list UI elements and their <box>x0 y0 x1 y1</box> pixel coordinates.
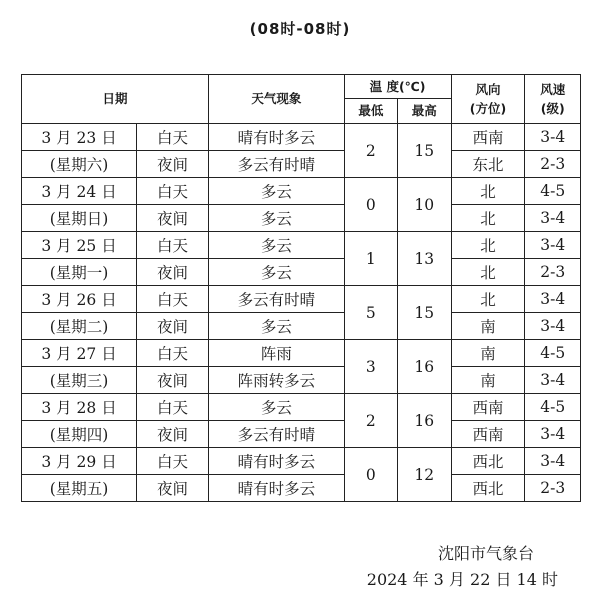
table-row <box>22 286 581 313</box>
header-wind-direction-unit: (方位) <box>469 101 507 116</box>
period-cell: 白天 <box>137 232 209 259</box>
date-cell: 3 月 23 日 <box>22 124 137 151</box>
header-wind-direction <box>451 75 525 124</box>
wind-speed-cell: 3-4 <box>525 367 581 394</box>
period-cell: 白天 <box>137 394 209 421</box>
weekday-cell: (星期四) <box>22 421 137 448</box>
date-cell: 3 月 27 日 <box>22 340 137 367</box>
wind-direction-cell: 北 <box>451 205 525 232</box>
weather-cell: 晴有时多云 <box>209 448 345 475</box>
wind-speed-cell: 3-4 <box>525 232 581 259</box>
weekday-cell: (星期一) <box>22 259 137 286</box>
wind-speed-cell: 2-3 <box>525 475 581 502</box>
wind-speed-cell: 4-5 <box>525 340 581 367</box>
temp-max-cell: 16 <box>398 340 451 394</box>
temp-min-cell: 1 <box>344 232 397 286</box>
period-cell: 夜间 <box>137 151 209 178</box>
header-temperature: 温 度(℃) <box>344 75 451 99</box>
weather-cell: 多云 <box>209 178 345 205</box>
weekday-cell: (星期三) <box>22 367 137 394</box>
wind-direction-cell: 南 <box>451 313 525 340</box>
wind-direction-cell: 西北 <box>451 448 525 475</box>
issuing-organization: 沈阳市气象台 <box>437 544 534 563</box>
date-cell: 3 月 25 日 <box>22 232 137 259</box>
temp-min-cell: 0 <box>344 178 397 232</box>
forecast-table <box>21 74 581 502</box>
table-row <box>22 178 581 205</box>
period-cell: 白天 <box>137 124 209 151</box>
weather-cell: 多云有时晴 <box>209 151 345 178</box>
wind-speed-cell: 3-4 <box>525 124 581 151</box>
weather-cell: 多云 <box>209 259 345 286</box>
table-row <box>22 313 581 340</box>
weather-cell: 多云 <box>209 313 345 340</box>
issue-time: 2024 年 3 月 22 日 14 时 <box>366 570 558 589</box>
header-wind-speed-unit: (级) <box>540 101 565 116</box>
table-row <box>22 421 581 448</box>
temp-max-cell: 15 <box>398 286 451 340</box>
weather-cell: 阵雨 <box>209 340 345 367</box>
wind-direction-cell: 西南 <box>451 124 525 151</box>
temp-min-cell: 5 <box>344 286 397 340</box>
wind-direction-cell: 北 <box>451 286 525 313</box>
wind-speed-cell: 3-4 <box>525 286 581 313</box>
header-temp-min: 最低 <box>344 99 397 124</box>
date-cell: 3 月 26 日 <box>22 286 137 313</box>
table-row <box>22 259 581 286</box>
weather-cell: 晴有时多云 <box>209 475 345 502</box>
wind-direction-cell: 北 <box>451 259 525 286</box>
wind-speed-cell: 3-4 <box>525 313 581 340</box>
wind-direction-cell: 东北 <box>451 151 525 178</box>
table-row <box>22 124 581 151</box>
period-cell: 白天 <box>137 286 209 313</box>
header-wind-speed <box>525 75 581 124</box>
weather-cell: 多云 <box>209 205 345 232</box>
wind-direction-cell: 西南 <box>451 421 525 448</box>
forecast-subtitle: (08时-08时) <box>249 20 351 38</box>
wind-direction-cell: 北 <box>451 178 525 205</box>
table-row <box>22 394 581 421</box>
period-cell: 夜间 <box>137 367 209 394</box>
wind-direction-cell: 北 <box>451 232 525 259</box>
wind-direction-cell: 南 <box>451 367 525 394</box>
wind-speed-cell: 3-4 <box>525 421 581 448</box>
table-row <box>22 448 581 475</box>
period-cell: 夜间 <box>137 421 209 448</box>
table-row <box>22 232 581 259</box>
weather-cell: 阵雨转多云 <box>209 367 345 394</box>
temp-min-cell: 0 <box>344 448 397 502</box>
table-row <box>22 340 581 367</box>
date-cell: 3 月 28 日 <box>22 394 137 421</box>
wind-speed-cell: 2-3 <box>525 151 581 178</box>
period-cell: 白天 <box>137 178 209 205</box>
period-cell: 夜间 <box>137 205 209 232</box>
weekday-cell: (星期五) <box>22 475 137 502</box>
temp-max-cell: 15 <box>398 124 451 178</box>
wind-speed-cell: 3-4 <box>525 448 581 475</box>
temp-max-cell: 10 <box>398 178 451 232</box>
header-weather: 天气现象 <box>209 75 345 124</box>
period-cell: 白天 <box>137 340 209 367</box>
temp-min-cell: 3 <box>344 340 397 394</box>
weather-cell: 多云有时晴 <box>209 421 345 448</box>
signoff-block <box>367 541 558 593</box>
temp-max-cell: 16 <box>398 394 451 448</box>
date-cell: 3 月 24 日 <box>22 178 137 205</box>
table-row <box>22 151 581 178</box>
weather-cell: 多云有时晴 <box>209 286 345 313</box>
wind-speed-cell: 3-4 <box>525 205 581 232</box>
temp-min-cell: 2 <box>344 394 397 448</box>
table-row <box>22 475 581 502</box>
period-cell: 白天 <box>137 448 209 475</box>
period-cell: 夜间 <box>137 313 209 340</box>
wind-speed-cell: 4-5 <box>525 394 581 421</box>
weekday-cell: (星期二) <box>22 313 137 340</box>
weather-cell: 多云 <box>209 232 345 259</box>
wind-direction-cell: 南 <box>451 340 525 367</box>
weekday-cell: (星期六) <box>22 151 137 178</box>
temp-max-cell: 13 <box>398 232 451 286</box>
header-date: 日期 <box>22 75 209 124</box>
header-wind-direction-label: 风向 <box>475 82 501 97</box>
wind-direction-cell: 西北 <box>451 475 525 502</box>
weekday-cell: (星期日) <box>22 205 137 232</box>
wind-speed-cell: 2-3 <box>525 259 581 286</box>
wind-speed-cell: 4-5 <box>525 178 581 205</box>
weather-cell: 多云 <box>209 394 345 421</box>
wind-direction-cell: 西南 <box>451 394 525 421</box>
table-row <box>22 205 581 232</box>
date-cell: 3 月 29 日 <box>22 448 137 475</box>
period-cell: 夜间 <box>137 259 209 286</box>
table-row <box>22 367 581 394</box>
header-temp-max: 最高 <box>398 99 451 124</box>
period-cell: 夜间 <box>137 475 209 502</box>
temp-min-cell: 2 <box>344 124 397 178</box>
header-wind-speed-label: 风速 <box>540 82 566 97</box>
temp-max-cell: 12 <box>398 448 451 502</box>
weather-cell: 晴有时多云 <box>209 124 345 151</box>
